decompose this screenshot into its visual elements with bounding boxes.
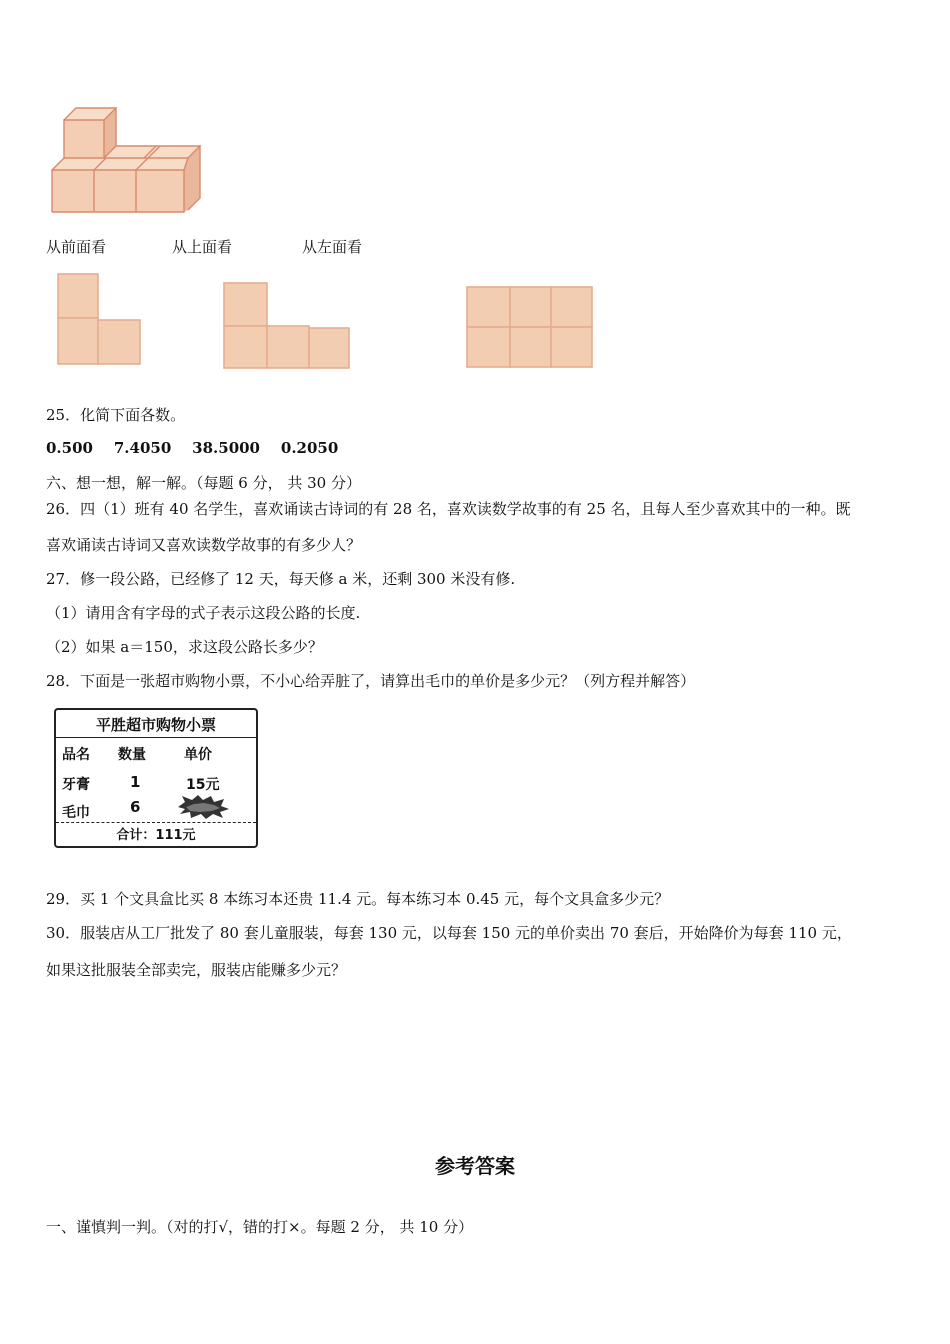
- receipt-title: 平胜超市购物小票: [95, 716, 216, 734]
- receipt-col-name: 品名: [62, 747, 90, 763]
- receipt-total: 合计：111元: [116, 828, 196, 843]
- cube-stack-figure: [48, 104, 208, 216]
- receipt-row2-qty: 6: [130, 798, 141, 816]
- left-view-figure: [464, 284, 596, 370]
- receipt-row2-name: 毛巾: [62, 805, 90, 821]
- top-view-figure: [220, 280, 354, 372]
- q27-sub1: （1）请用含有字母的式子表示这段公路的长度.: [46, 604, 361, 622]
- q25-numbers: 0.500 7.4050 38.5000 0.2050: [46, 439, 339, 457]
- receipt-divider: [56, 737, 256, 738]
- receipt-row1-price: 15元: [186, 777, 220, 793]
- shopping-receipt: [54, 708, 258, 848]
- answers-section1: 一、谨慎判一判。（对的打√，错的打×。每题 2 分， 共 10 分）: [46, 1218, 474, 1236]
- receipt-col-price: 单价: [184, 747, 212, 763]
- section6-title: 六、想一想，解一解。（每题 6 分， 共 30 分）: [46, 474, 361, 492]
- label-front-view: 从前面看: [46, 238, 107, 256]
- cube-top: [64, 108, 116, 158]
- cube-front-row: [52, 158, 188, 212]
- q30-line2: 如果这批服装全部卖完，服装店能赚多少元？: [46, 961, 347, 979]
- q27-sub2: （2）如果 a＝150，求这段公路长多少？: [46, 638, 323, 656]
- receipt-row1-name: 牙膏: [62, 777, 90, 793]
- label-top-view: 从上面看: [172, 238, 233, 256]
- q26-line1: 26．四（1）班有 40 名学生，喜欢诵读古诗词的有 28 名，喜欢读数学故事的有 25 名，且每人至少喜欢其中的一种。既: [46, 500, 851, 518]
- q26-line2: 喜欢诵读古诗词又喜欢读数学故事的有多少人？: [46, 536, 362, 554]
- q28-stem: 28．下面是一张超市购物小票，不小心给弄脏了，请算出毛巾的单价是多少元？（列方程并解答）: [46, 672, 696, 690]
- ink-stain-icon: [176, 794, 230, 820]
- q27-stem: 27．修一段公路，已经修了 12 天，每天修 a 米，还剩 300 米没有修.: [46, 570, 516, 588]
- receipt-col-qty: 数量: [118, 747, 146, 763]
- receipt-dashed-divider: [56, 822, 256, 823]
- q30-line1: 30．服装店从工厂批发了 80 套儿童服装，每套 130 元，以每套 150 元的单价卖出 70 套后，开始降价为每套 110 元，: [46, 924, 852, 942]
- label-left-view: 从左面看: [302, 238, 363, 256]
- q25-stem: 25．化简下面各数。: [46, 406, 186, 424]
- q29-stem: 29．买 1 个文具盒比买 8 本练习本还贵 11.4 元。每本练习本 0.45 元，每个文具盒多少元？: [46, 890, 670, 908]
- front-view-figure: [54, 270, 144, 368]
- receipt-row1-qty: 1: [130, 773, 141, 791]
- answers-title: 参考答案: [435, 1154, 515, 1178]
